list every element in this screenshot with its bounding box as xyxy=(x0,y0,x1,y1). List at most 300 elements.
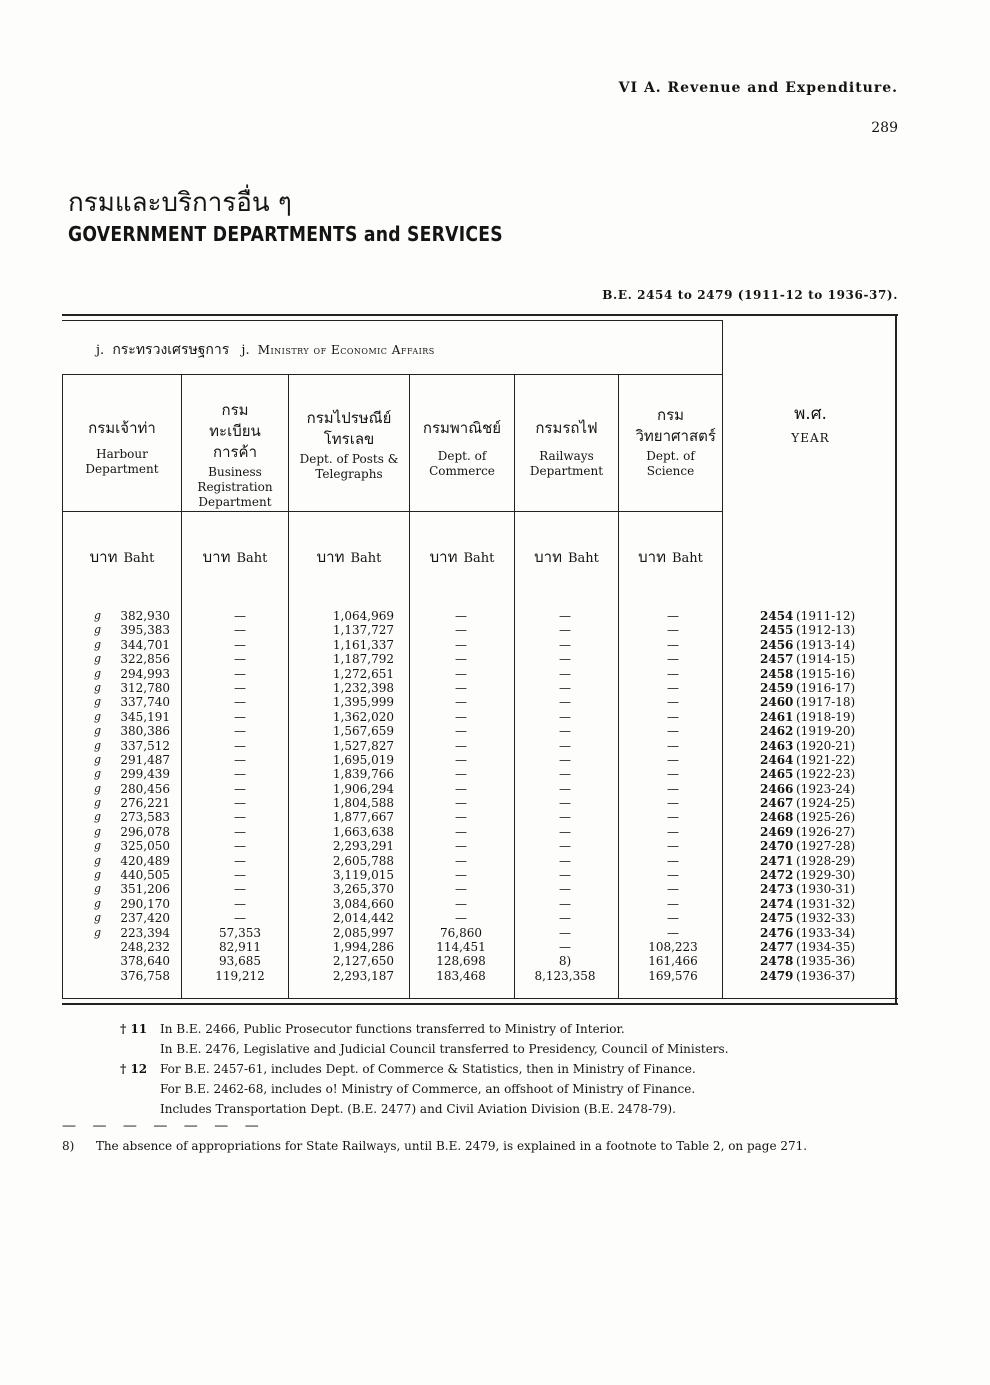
year-be: 2466 xyxy=(760,781,794,796)
posts-value: 2,127,650 xyxy=(332,954,394,969)
footnote-text: Includes Transportation Dept. (B.E. 2477) and Civil Aviation Division (B.E. 2478-79). xyxy=(160,1102,676,1116)
year-be: 2457 xyxy=(760,652,794,667)
year-row xyxy=(760,911,855,925)
year-row xyxy=(760,638,855,652)
title-thai: กรมและบริการอื่น ๆ xyxy=(68,188,292,218)
unit-thai: บาท xyxy=(638,548,666,566)
business-value: — xyxy=(234,767,246,782)
commerce-value: — xyxy=(455,839,467,854)
year-be: 2477 xyxy=(760,939,794,954)
g-mark: g xyxy=(94,695,102,709)
business-value: — xyxy=(234,839,246,854)
year-row xyxy=(760,681,855,695)
posts-value: 1,804,588 xyxy=(332,796,394,811)
commerce-values xyxy=(421,609,501,983)
science-value: — xyxy=(667,637,679,652)
railways-value: — xyxy=(559,724,571,739)
commerce-value: — xyxy=(455,853,467,868)
commerce-value: 128,698 xyxy=(436,954,486,969)
harbour-value: 223,394 xyxy=(120,925,170,940)
business-value: — xyxy=(234,824,246,839)
posts-values xyxy=(300,609,394,983)
posts-value: 3,265,370 xyxy=(332,882,394,897)
year-be: 2472 xyxy=(760,868,794,883)
posts-value: 1,567,659 xyxy=(332,724,394,739)
year-row xyxy=(760,767,855,781)
science-value: 161,466 xyxy=(648,954,698,969)
year-ad: (1912-13) xyxy=(796,623,856,638)
railways-value: — xyxy=(559,709,571,724)
harbour-value: 351,206 xyxy=(120,882,170,897)
business-value: — xyxy=(234,738,246,753)
year-be: 2469 xyxy=(760,824,794,839)
g-mark: g xyxy=(94,911,102,925)
posts-value: 1,187,792 xyxy=(332,652,394,667)
business-value: — xyxy=(234,680,246,695)
year-be: 2468 xyxy=(760,810,794,825)
commerce-value: — xyxy=(455,709,467,724)
railways-value: — xyxy=(559,666,571,681)
unit-label xyxy=(63,545,181,569)
g-mark: g xyxy=(94,609,102,622)
posts-value: 1,161,337 xyxy=(332,637,394,652)
year-row xyxy=(760,753,855,767)
commerce-value: — xyxy=(455,752,467,767)
commerce-value: — xyxy=(455,724,467,739)
business-value: — xyxy=(234,623,246,638)
railways-value: — xyxy=(559,695,571,710)
g-mark: g xyxy=(94,810,102,824)
railways-values xyxy=(520,609,610,983)
science-value: — xyxy=(667,896,679,911)
business-value: — xyxy=(234,781,246,796)
year-row xyxy=(760,868,855,882)
year-be: 2464 xyxy=(760,752,794,767)
year-row xyxy=(760,882,855,896)
harbour-value: 248,232 xyxy=(120,939,170,954)
year-row xyxy=(760,695,855,709)
posts-value: 1,362,020 xyxy=(332,709,394,724)
science-value: — xyxy=(667,911,679,926)
commerce-value: — xyxy=(455,637,467,652)
col-header-english: Railways Department xyxy=(529,449,604,478)
harbour-value: 280,456 xyxy=(120,781,170,796)
year-be: 2463 xyxy=(760,738,794,753)
col-header-thai: กรมพาณิชย์ xyxy=(422,419,502,437)
year-ad: (1921-22) xyxy=(796,752,856,767)
year-ad: (1915-16) xyxy=(796,666,856,681)
year-be: 2454 xyxy=(760,609,794,623)
harbour-value: 273,583 xyxy=(120,810,170,825)
g-mark: g xyxy=(94,767,102,781)
year-be: 2467 xyxy=(760,796,794,811)
year-be: 2471 xyxy=(760,853,794,868)
science-value: — xyxy=(667,724,679,739)
business-value: — xyxy=(234,709,246,724)
unit-label xyxy=(182,545,288,569)
col-header-thai: กรมวิทยาศาสตร์ xyxy=(635,406,716,445)
year-be: 2458 xyxy=(760,666,794,681)
g-mark: g xyxy=(94,666,102,680)
year-row xyxy=(760,810,855,824)
science-value: — xyxy=(667,767,679,782)
commerce-value: — xyxy=(455,623,467,638)
header-bottom-rule xyxy=(62,511,722,512)
footnote-text: For B.E. 2462-68, includes o! Ministry of Commerce, an offshoot of Ministry of Finance. xyxy=(160,1082,696,1096)
col-header-english: Dept. of Commerce xyxy=(429,449,495,478)
railways-value: — xyxy=(559,824,571,839)
title-english: GOVERNMENT DEPARTMENTS and SERVICES xyxy=(68,222,503,246)
business-value: — xyxy=(234,724,246,739)
commerce-value: — xyxy=(455,767,467,782)
science-value: — xyxy=(667,925,679,940)
commerce-value: — xyxy=(455,882,467,897)
science-value: — xyxy=(667,853,679,868)
commerce-value: — xyxy=(455,796,467,811)
harbour-value: 337,512 xyxy=(120,738,170,753)
unit-thai: บาท xyxy=(429,548,458,566)
year-be: 2470 xyxy=(760,839,794,854)
business-value: — xyxy=(234,666,246,681)
science-value: — xyxy=(667,882,679,897)
unit-label xyxy=(515,545,618,569)
unit-thai: บาท xyxy=(534,548,562,566)
col-header-harbour xyxy=(63,418,181,477)
unit-label xyxy=(619,545,722,569)
science-value: — xyxy=(667,781,679,796)
posts-value: 3,119,015 xyxy=(332,868,394,883)
business-value: — xyxy=(234,810,246,825)
business-value: 57,353 xyxy=(219,925,261,940)
unit-english: Baht xyxy=(463,551,495,566)
posts-value: 1,272,651 xyxy=(332,666,394,681)
harbour-value: 291,487 xyxy=(120,752,170,767)
railways-value: — xyxy=(559,637,571,652)
year-header-english: YEAR xyxy=(791,431,830,445)
commerce-value: — xyxy=(455,896,467,911)
harbour-value: 325,050 xyxy=(120,839,170,854)
posts-value: 1,994,286 xyxy=(332,939,394,954)
year-ad: (1926-27) xyxy=(796,824,856,839)
commerce-value: — xyxy=(455,680,467,695)
year-be: 2475 xyxy=(760,911,794,926)
year-ad: (1919-20) xyxy=(796,724,856,739)
year-row xyxy=(760,796,855,810)
year-ad: (1920-21) xyxy=(796,738,856,753)
footnote-text: In B.E. 2476, Legislative and Judicial Council transferred to Presidency, Council of Ministers. xyxy=(160,1042,729,1056)
harbour-value: 322,856 xyxy=(120,652,170,667)
year-ad: (1924-25) xyxy=(796,796,856,811)
g-mark: g xyxy=(94,824,102,838)
unit-label xyxy=(289,545,409,569)
science-value: — xyxy=(667,868,679,883)
bottom-note-mark: 8) xyxy=(62,1139,75,1153)
science-values xyxy=(628,609,718,983)
commerce-value: — xyxy=(455,810,467,825)
g-mark: g xyxy=(94,868,102,882)
col-header-thai: กรมรถไฟ xyxy=(535,419,598,437)
g-mark: g xyxy=(94,680,102,694)
harbour-value: 420,489 xyxy=(120,853,170,868)
year-be: 2473 xyxy=(760,882,794,897)
science-value: — xyxy=(667,695,679,710)
year-be: 2465 xyxy=(760,767,794,782)
year-ad: (1935-36) xyxy=(796,954,856,969)
commerce-value: — xyxy=(455,666,467,681)
business-value: — xyxy=(234,752,246,767)
posts-value: 1,232,398 xyxy=(332,680,394,695)
g-mark: g xyxy=(94,709,102,723)
g-mark: g xyxy=(94,652,102,666)
g-mark: g xyxy=(94,637,102,651)
ministry-heading xyxy=(96,339,435,361)
railways-value: — xyxy=(559,652,571,667)
col-header-commerce xyxy=(410,418,514,479)
g-mark: g xyxy=(94,738,102,752)
year-col-divider xyxy=(722,320,723,998)
year-row xyxy=(760,897,855,911)
year-be: 2474 xyxy=(760,896,794,911)
year-row xyxy=(760,825,855,839)
table-right-edge xyxy=(895,314,897,1003)
year-ad: (1914-15) xyxy=(796,652,856,667)
commerce-value: — xyxy=(455,695,467,710)
unit-english: Baht xyxy=(567,551,599,566)
col-header-science xyxy=(619,405,722,479)
posts-value: 2,085,997 xyxy=(332,925,394,940)
commerce-value: — xyxy=(455,609,467,623)
ministry-rule xyxy=(62,374,722,375)
science-value: — xyxy=(667,666,679,681)
g-mark: g xyxy=(94,882,102,896)
business-value: — xyxy=(234,609,246,623)
year-be: 2456 xyxy=(760,637,794,652)
commerce-value: — xyxy=(455,652,467,667)
business-value: — xyxy=(234,882,246,897)
unit-english: Baht xyxy=(236,551,268,566)
year-header-thai: พ.ศ. xyxy=(794,404,827,424)
period-range: B.E. 2454 to 2479 (1911-12 to 1936-37). xyxy=(602,288,898,302)
year-be: 2479 xyxy=(760,968,794,983)
footnote-text: In B.E. 2466, Public Prosecutor functions transferred to Ministry of Interior. xyxy=(160,1022,625,1036)
posts-value: 2,293,187 xyxy=(332,968,394,983)
railways-value: — xyxy=(559,882,571,897)
business-value: 82,911 xyxy=(219,939,261,954)
year-ad: (1931-32) xyxy=(796,896,856,911)
posts-value: 1,695,019 xyxy=(332,752,394,767)
g-mark: g xyxy=(94,752,102,766)
g-mark: g xyxy=(94,853,102,867)
unit-english: Baht xyxy=(350,551,382,566)
footnote-line xyxy=(120,1099,729,1119)
posts-value: 3,084,660 xyxy=(332,896,394,911)
g-mark: g xyxy=(94,896,102,910)
footnote-line xyxy=(120,1039,729,1059)
year-be: 2460 xyxy=(760,695,794,710)
year-row xyxy=(760,623,855,637)
footnote-text: For B.E. 2457-61, includes Dept. of Commerce & Statistics, then in Ministry of Finance. xyxy=(160,1062,696,1076)
railways-value: — xyxy=(559,810,571,825)
science-value: — xyxy=(667,680,679,695)
table-bottom-rule-2 xyxy=(62,1003,898,1005)
business-value: 119,212 xyxy=(215,968,265,983)
g-mark: g xyxy=(94,623,102,637)
harbour-value: 237,420 xyxy=(120,911,170,926)
year-row xyxy=(760,954,855,968)
railways-value: — xyxy=(559,911,571,926)
year-ad: (1918-19) xyxy=(796,709,856,724)
posts-value: 2,605,788 xyxy=(332,853,394,868)
science-value: — xyxy=(667,810,679,825)
commerce-value: — xyxy=(455,824,467,839)
posts-value: 1,839,766 xyxy=(332,767,394,782)
year-ad: (1936-37) xyxy=(796,968,856,983)
year-row xyxy=(760,609,855,623)
year-row xyxy=(760,782,855,796)
science-value: — xyxy=(667,609,679,623)
year-ad: (1933-34) xyxy=(796,925,856,940)
science-value: — xyxy=(667,796,679,811)
commerce-value: 183,468 xyxy=(436,968,486,983)
year-ad: (1934-35) xyxy=(796,939,856,954)
posts-value: 2,014,442 xyxy=(332,911,394,926)
business-values xyxy=(200,609,280,983)
ministry-english: Ministry of Economic Affairs xyxy=(257,343,435,357)
harbour-value: 378,640 xyxy=(120,954,170,969)
business-value: — xyxy=(234,911,246,926)
footnotes xyxy=(120,1019,729,1119)
col-header-english: Harbour Department xyxy=(85,447,159,476)
bottom-note xyxy=(62,1139,807,1153)
science-value: — xyxy=(667,623,679,638)
science-value: 169,576 xyxy=(648,968,698,983)
table-top-rule-2 xyxy=(62,320,722,321)
railways-value: — xyxy=(559,925,571,940)
unit-thai: บาท xyxy=(202,548,231,566)
science-value: — xyxy=(667,839,679,854)
commerce-value: — xyxy=(455,911,467,926)
year-row xyxy=(760,652,855,666)
posts-value: 1,064,969 xyxy=(332,609,394,623)
harbour-value: 294,993 xyxy=(120,666,170,681)
g-mark: g xyxy=(94,724,102,738)
commerce-value: 114,451 xyxy=(436,939,486,954)
posts-value: 1,877,667 xyxy=(332,810,394,825)
year-be: 2462 xyxy=(760,724,794,739)
bottom-note-text: The absence of appropriations for State Railways, until B.E. 2479, is explained in a footnote to Table 2, on page 271. xyxy=(95,1139,808,1153)
railways-value: — xyxy=(559,939,571,954)
harbour-value: 299,439 xyxy=(120,767,170,782)
year-row xyxy=(760,839,855,853)
commerce-value: — xyxy=(455,868,467,883)
year-ad: (1922-23) xyxy=(796,767,856,782)
year-be: 2476 xyxy=(760,925,794,940)
year-row xyxy=(760,854,855,868)
harbour-value: 276,221 xyxy=(120,796,170,811)
separator-dashes: — — — — — — — xyxy=(62,1118,265,1134)
railways-value: — xyxy=(559,767,571,782)
year-row xyxy=(760,969,855,983)
year-values xyxy=(760,609,855,983)
unit-thai: บาท xyxy=(89,548,118,566)
year-ad: (1916-17) xyxy=(796,680,856,695)
commerce-value: — xyxy=(455,738,467,753)
posts-value: 1,137,727 xyxy=(332,623,394,638)
harbour-value: 337,740 xyxy=(120,695,170,710)
footnote-mark: † 11 xyxy=(120,1022,148,1036)
unit-english: Baht xyxy=(123,551,155,566)
railways-value: — xyxy=(559,781,571,796)
railways-value: — xyxy=(559,796,571,811)
year-ad: (1925-26) xyxy=(796,810,856,825)
harbour-value: 382,930 xyxy=(120,609,170,623)
posts-value: 2,293,291 xyxy=(332,839,394,854)
railways-value: — xyxy=(559,896,571,911)
railways-value: — xyxy=(559,738,571,753)
posts-value: 1,527,827 xyxy=(332,738,394,753)
ministry-letter-thai: j. xyxy=(96,343,105,358)
posts-value: 1,663,638 xyxy=(332,824,394,839)
year-be: 2455 xyxy=(760,623,794,638)
science-value: — xyxy=(667,709,679,724)
harbour-value: 440,505 xyxy=(120,868,170,883)
g-mark: g xyxy=(94,781,102,795)
year-ad: (1928-29) xyxy=(796,853,856,868)
col-header-railways xyxy=(515,418,618,479)
year-header xyxy=(728,400,893,445)
science-value: 108,223 xyxy=(648,939,698,954)
page-number: 289 xyxy=(871,120,898,136)
year-ad: (1911-12) xyxy=(796,609,856,623)
running-head: VI A. Revenue and Expenditure. xyxy=(618,80,898,96)
col-header-business xyxy=(182,400,288,510)
g-mark: g xyxy=(94,839,102,853)
col-header-english: Dept. of Science xyxy=(646,449,695,478)
railways-value: — xyxy=(559,853,571,868)
science-value: — xyxy=(667,738,679,753)
science-value: — xyxy=(667,752,679,767)
year-ad: (1932-33) xyxy=(796,911,856,926)
harbour-value: 344,701 xyxy=(120,637,170,652)
g-mark: g xyxy=(94,925,102,939)
col-header-english: Dept. of Posts & Telegraphs xyxy=(299,452,399,481)
year-ad: (1927-28) xyxy=(796,839,856,854)
year-row xyxy=(760,710,855,724)
railways-value: — xyxy=(559,868,571,883)
harbour-value: 312,780 xyxy=(120,680,170,695)
harbour-value: 345,191 xyxy=(120,709,170,724)
year-ad: (1929-30) xyxy=(796,868,856,883)
posts-value: 1,906,294 xyxy=(332,781,394,796)
footnote-line xyxy=(120,1059,729,1079)
footnote-line xyxy=(120,1019,729,1039)
year-row xyxy=(760,724,855,738)
business-value: 93,685 xyxy=(219,954,261,969)
ministry-letter-english: j. xyxy=(241,343,250,358)
year-ad: (1930-31) xyxy=(796,882,856,897)
railways-value: — xyxy=(559,623,571,638)
unit-thai: บาท xyxy=(316,548,345,566)
science-value: — xyxy=(667,824,679,839)
footnote-mark: † 12 xyxy=(120,1062,148,1076)
harbour-value: 296,078 xyxy=(120,824,170,839)
ministry-thai: กระทรวงเศรษฐการ xyxy=(112,342,230,358)
harbour-value: 376,758 xyxy=(120,968,170,983)
table-top-rule xyxy=(62,314,898,316)
year-ad: (1923-24) xyxy=(796,781,856,796)
harbour-value: 380,386 xyxy=(120,724,170,739)
year-ad: (1917-18) xyxy=(796,695,856,710)
